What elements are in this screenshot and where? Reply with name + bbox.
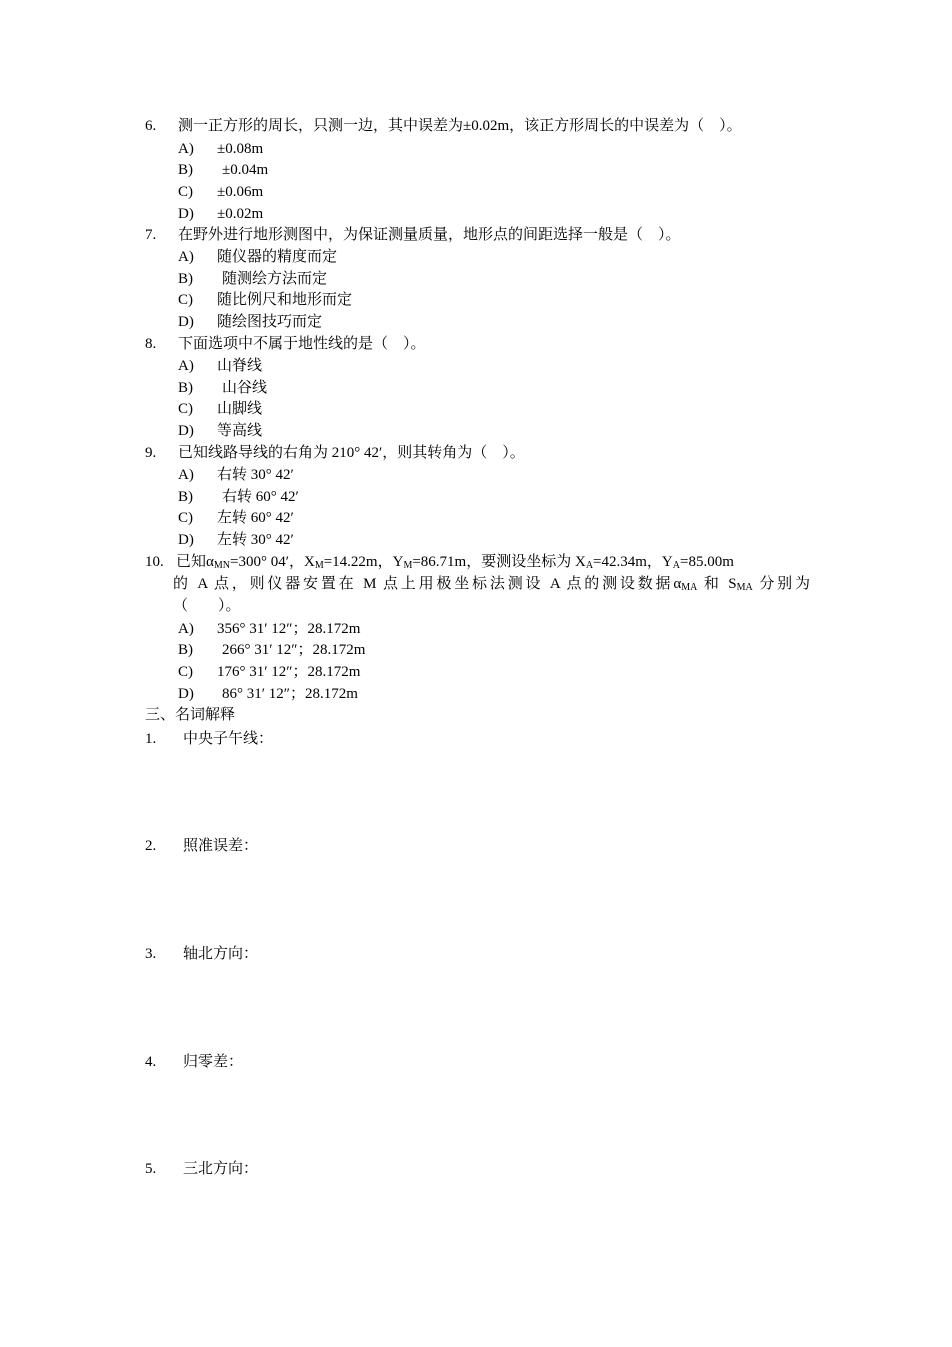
option-text: 右转 60° 42′ [222,489,299,505]
option-label: D) [178,532,194,548]
question-10 [0,552,952,572]
term-text: 中央子午线： [183,731,274,747]
question-text: 测一正方形的周长，只测一边，其中误差为±0.02m，该正方形周长的中误差为（ ）。 [178,118,742,134]
option-text: 山脚线 [217,401,263,417]
question-10-line2 [0,574,952,594]
option-text: 左转 60° 42′ [217,510,294,526]
term-number: 1. [145,731,157,747]
term-text: 归零差： [183,1054,244,1070]
option-text: ±0.04m [222,162,269,178]
option-label: B) [178,162,193,178]
option-text: 86° 31′ 12″；28.172m [222,686,358,702]
option-text: 176° 31′ 12″；28.172m [217,664,361,680]
option-text: 356° 31′ 12″；28.172m [217,621,361,637]
option-text: 等高线 [217,423,263,439]
question-number: 6. [145,118,157,134]
option-text: 右转 30° 42′ [217,467,294,483]
option-label: B) [178,271,193,287]
question-9 [0,443,952,463]
option-text: ±0.06m [217,184,264,200]
question-text-line3: （ ）。 [173,598,241,614]
term-number: 4. [145,1054,157,1070]
term-number: 5. [145,1161,157,1177]
option-label: D) [178,206,194,222]
option-label: C) [178,184,193,200]
option-label: D) [178,314,194,330]
question-text: 在野外进行地形测图中，为保证测量质量，地形点的间距选择一般是（ ）。 [178,227,681,243]
option-text: 随比例尺和地形而定 [217,292,353,308]
option-label: A) [178,621,194,637]
question-text: 已知线路导线的右角为 210° 42′，则其转角为（ ）。 [178,445,525,461]
option-text: 山脊线 [217,358,263,374]
option-text: ±0.08m [217,141,264,157]
term-text: 轴北方向： [183,946,259,962]
question-7 [0,225,952,245]
option-label: B) [178,642,193,658]
question-6 [0,116,952,136]
question-number: 8. [145,336,157,352]
option-text: 随绘图技巧而定 [217,314,323,330]
section-title: 三、名词解释 [145,707,236,723]
option-label: C) [178,510,193,526]
option-label: A) [178,249,194,265]
option-text: 266° 31′ 12″；28.172m [222,642,366,658]
term-text: 三北方向： [183,1161,259,1177]
option-label: A) [178,358,194,374]
option-label: C) [178,292,193,308]
option-label: A) [178,467,194,483]
question-number: 7. [145,227,157,243]
option-label: B) [178,380,193,396]
option-text: 山谷线 [222,380,268,396]
option-text: 随仪器的精度而定 [217,249,338,265]
question-8 [0,334,952,354]
term-number: 3. [145,946,157,962]
question-text-line2: 的 A 点，则仪器安置在 M 点上用极坐标法测设 A 点的测设数据$\alpha_{MA}$ 和 $S_{MA}$ 分别为 [173,576,810,593]
option-label: C) [178,401,193,417]
option-label: B) [178,489,193,505]
question-text: 下面选项中不属于地性线的是（ ）。 [178,336,426,352]
option-label: D) [178,423,194,439]
term-number: 2. [145,838,157,854]
question-number: 10. [145,554,164,570]
term-text: 照准误差： [183,838,259,854]
option-text: ±0.02m [217,206,264,222]
option-label: D) [178,686,194,702]
option-text: 随测绘方法而定 [222,271,328,287]
option-label: A) [178,141,194,157]
question-number: 9. [145,445,157,461]
question-text-line1: 已知$\alpha_{MN}=300^\circ$ 04′，$X_M=14.22m$，$Y_M=86.71m$，要测设坐标为 $X_A=42.34m$，$Y_A=85.00m$ [176,554,734,571]
option-label: C) [178,664,193,680]
option-text: 左转 30° 42′ [217,532,294,548]
